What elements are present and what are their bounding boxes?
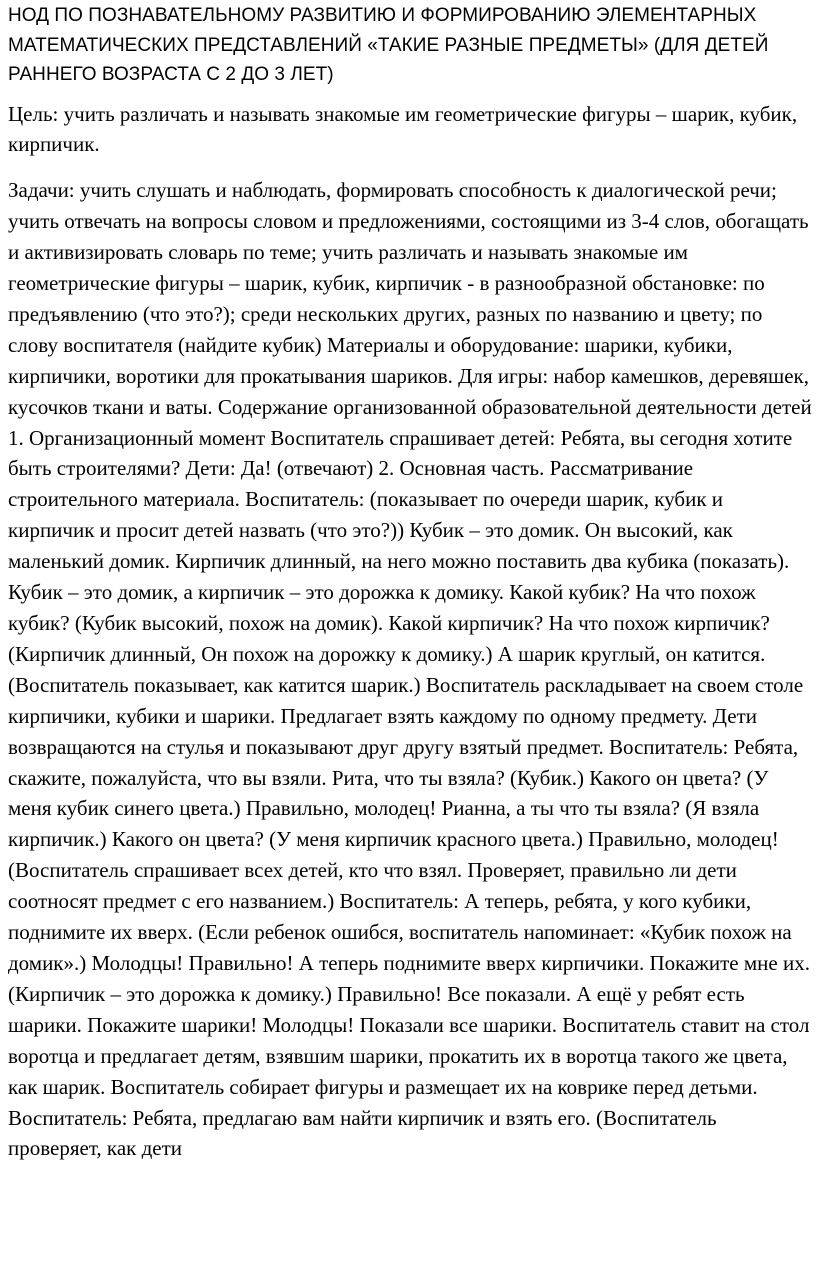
document-title: НОД ПО ПОЗНАВАТЕЛЬНОМУ РАЗВИТИЮ И ФОРМИРОВАНИЮ ЭЛЕМЕНТАРНЫХ МАТЕМАТИЧЕСКИХ ПРЕДСТАВЛЕНИЙ «ТАКИЕ РАЗНЫЕ ПРЕДМЕТЫ» (ДЛЯ ДЕТЕЙ РАННЕГО ВОЗРАСТА С 2 ДО 3 ЛЕТ) <box>8 5 769 85</box>
body-paragraph: Задачи: учить слушать и наблюдать, формировать способность к диалогической речи; учить отвечать на вопросы словом и предложениями, состоящими из 3-4 слов, обогащать и активизировать словарь по теме; учить различать и называть знакомые им геометрические фигуры – шарик, кубик, кирпичик - в разнообразной обстановке: по предъявлению (что это?); среди нескольких других, разных по названию и цвету; по слову воспитателя (найдите кубик) Материалы и оборудование: шарики, кубики, кирпичики, воротики для прокатывания шариков. Для игры: набор камешков, деревяшек, кусочков ткани и ваты. Содержание организованной образовательной деятельности детей 1. Организационный момент Воспитатель спрашивает детей: Ребята, вы сегодня хотите быть строителями? Дети: Да! (отвечают) 2. Основная часть. Рассматривание строительного материала. Воспитатель: (показывает по очереди шарик, кубик и кирпичик и просит детей назвать (что это?)) Кубик – это домик. Он высокий, как маленький домик. Кирпичик длинный, на него можно поставить два кубика (показать). Кубик – это домик, а кирпичик – это дорожка к домику. Какой кубик? На что похож кубик? (Кубик высокий, похож на домик). Какой кирпичик? На что похож кирпичик? (Кирпичик длинный, Он похож на дорожку к домику.) А шарик круглый, он катится. (Воспитатель показывает, как катится шарик.) Воспитатель раскладывает на своем столе кирпичики, кубики и шарики. Предлагает взять каждому по одному предмету. Дети возвращаются на стулья и показывают друг другу взятый предмет. Воспитатель: Ребята, скажите, пожалуйста, что вы взяли. Рита, что ты взяла? (Кубик.) Какого он цвета? (У меня кубик синего цвета.) Правильно, молодец! Рианна, а ты что ты взяла? (Я взяла кирпичик.) Какого он цвета? (У меня кирпичик красного цвета.) Правильно, молодец! (Воспитатель спрашивает всех детей, кто что взял. Проверяет, правильно ли дети соотносят предмет с его названием.) Воспитатель: А теперь, ребята, у кого кубики, поднимите их вверх. (Если ребенок ошибся, воспитатель напоминает: «Кубик похож на домик».) Молодцы! Правильно! А теперь поднимите вверх кирпичики. Покажите мне их. (Кирпичик – это дорожка к домику.) Правильно! Все показали. А ещё у ребят есть шарики. Покажите шарики! Молодцы! Показали все шарики. Воспитатель ставит на стол воротца и предлагает детям, взявшим шарики, прокатить их в воротца такого же цвета, как шарик. Воспитатель собирает фигуры и размещает их на коврике перед детьми. Воспитатель: Ребята, предлагаю вам найти кирпичик и взять его. (Воспитатель проверяет, как дети <box>8 178 812 1161</box>
goal-paragraph: Цель: учить различать и называть знакомые им геометрические фигуры – шарик, кубик, кирпичик. <box>8 101 798 157</box>
document-page <box>8 0 814 1164</box>
